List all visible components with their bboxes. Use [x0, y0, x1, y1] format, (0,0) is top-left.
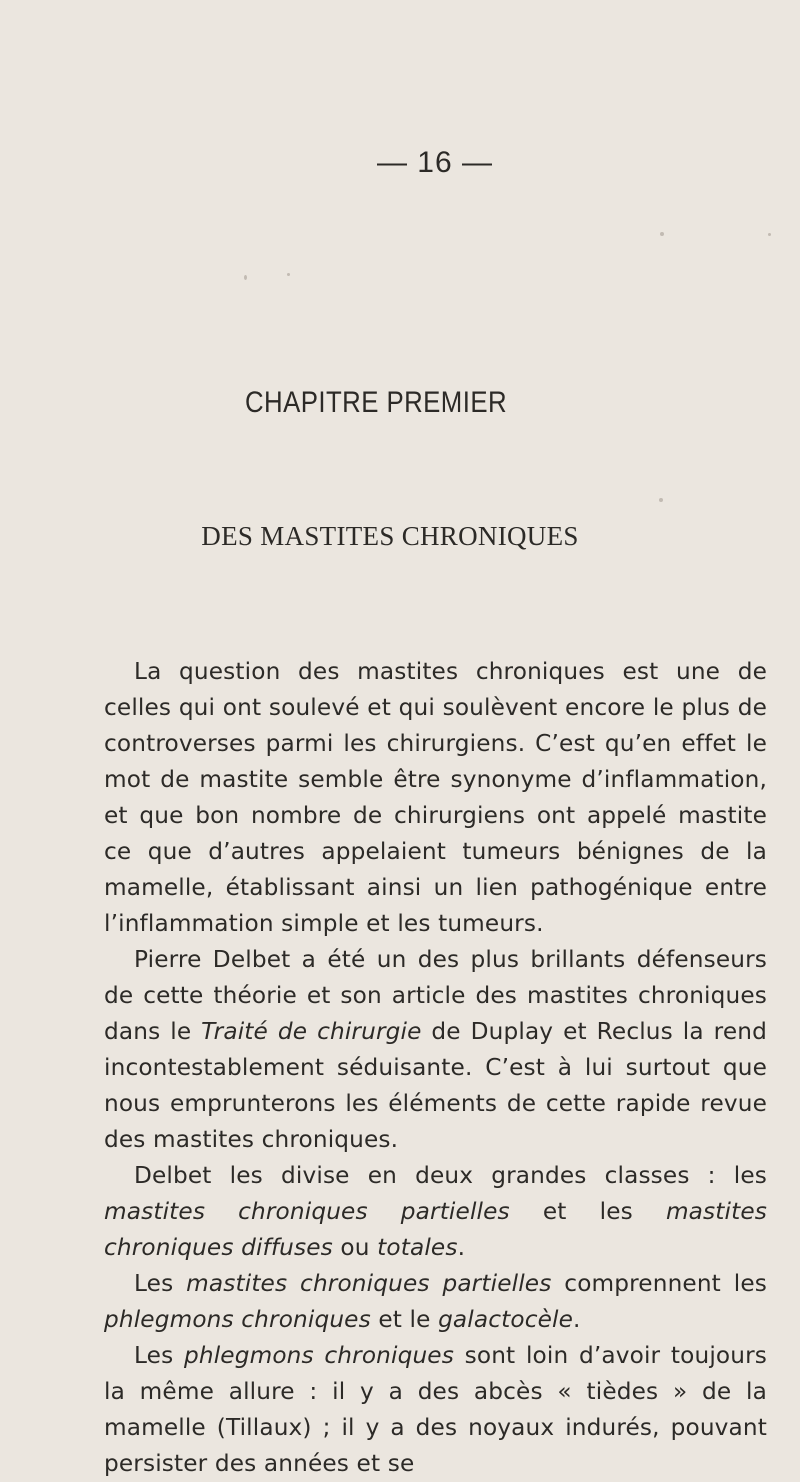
paragraph-phlegmons-text-1: Les — [134, 1342, 184, 1369]
paragraph-delbet — [104, 942, 767, 1158]
paragraph-partielles-italic-mastites: mastites chroniques partielles — [186, 1270, 552, 1297]
paragraph-classes — [104, 1158, 767, 1266]
paragraph-classes-italic-diffuses: mastites chroniques diffuses — [104, 1198, 767, 1261]
section-title: DES MASTITES CHRONIQUES — [201, 521, 579, 551]
paragraph-partielles-italic-phlegmons: phlegmons chroniques — [104, 1306, 371, 1333]
paragraph-partielles — [104, 1266, 767, 1338]
paragraph-partielles-italic-galactocele: galactocèle — [438, 1306, 574, 1333]
paragraph-intro-text: La question des mastites chroniques est une de celles qui ont soulevé et qui soulèvent encore le plus de controverses parmi les chirurgiens. C’est qu’en effet le mot de mastite semble être synonyme d’inflammation, et que bon nombre de chirurgiens ont appelé mastite ce que d’autres appelaient tumeurs bénignes de la mamelle, établissant ainsi un lien pathogénique entre l’inflammation simple et les tumeurs. — [104, 658, 767, 937]
paper-speck — [660, 232, 664, 236]
body-text — [104, 654, 767, 1482]
paper-speck — [287, 273, 290, 276]
paragraph-classes-text-1: Delbet les divise en deux grandes classes : les — [134, 1162, 767, 1189]
paper-speck — [659, 498, 663, 502]
paragraph-phlegmons — [104, 1338, 767, 1482]
paragraph-delbet-text-1: Pierre Delbet a été un des plus brillants défenseurs de cette théorie et son article des mastites chroniques dans le — [104, 946, 767, 1045]
paper-speck — [768, 233, 771, 236]
paragraph-classes-text-4: . — [457, 1234, 466, 1261]
paragraph-partielles-text-4: . — [573, 1306, 581, 1333]
paragraph-intro — [104, 654, 767, 942]
paragraph-classes-italic-totales: totales — [377, 1234, 458, 1261]
page-number: — 16 — — [376, 146, 494, 179]
paragraph-classes-italic-partielles: mastites chroniques partielles — [104, 1198, 510, 1225]
paragraph-delbet-italic-traite: Traité de chirurgie — [201, 1018, 422, 1045]
paragraph-phlegmons-text-2: sont loin d’avoir toujours la même allure : il y a des abcès « tièdes » de la mamelle (Tillaux) ; il y a des noyaux indurés, pouvant persister des années et se — [104, 1342, 768, 1477]
paper-speck — [244, 275, 247, 280]
chapter-title: CHAPITRE PREMIER — [244, 386, 508, 419]
paragraph-partielles-text-1: Les — [134, 1270, 187, 1297]
paragraph-phlegmons-italic-phlegmons: phlegmons chroniques — [183, 1342, 454, 1369]
paragraph-classes-text-2: et les — [509, 1198, 666, 1225]
paragraph-delbet-text-2: de Duplay et Reclus la rend incontestablement séduisante. C’est à lui surtout que nous emprunterons les éléments de cette rapide revue des mastites chroniques. — [104, 1018, 767, 1153]
paragraph-partielles-text-3: et le — [370, 1306, 439, 1333]
paragraph-classes-text-3: ou — [332, 1234, 378, 1261]
paragraph-partielles-text-2: comprennent les — [551, 1270, 768, 1297]
